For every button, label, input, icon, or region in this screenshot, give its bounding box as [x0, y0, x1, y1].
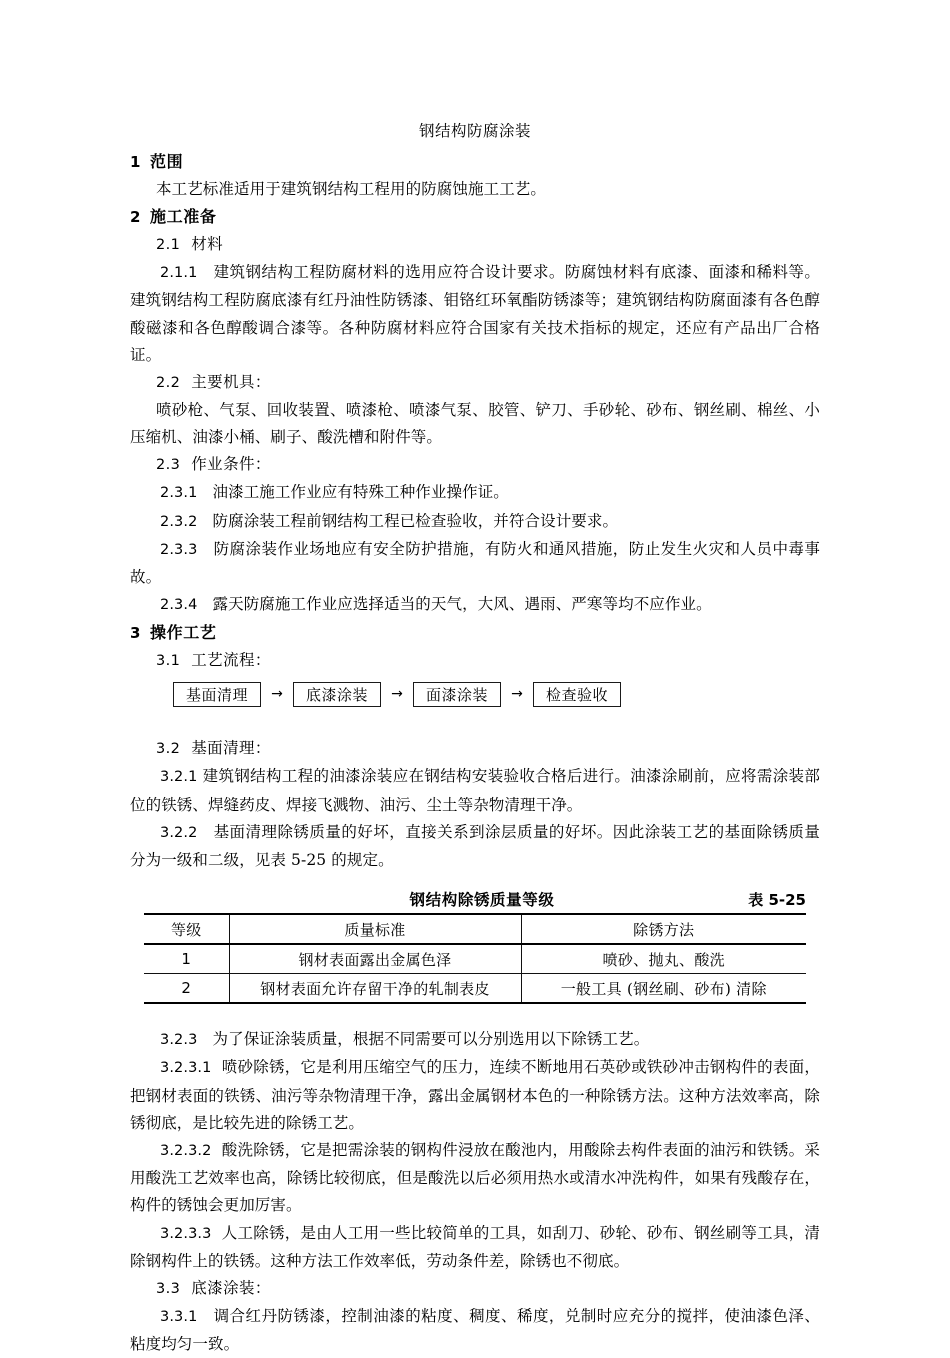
heading-3-3	[130, 1275, 820, 1303]
clause-number-3-3-1: 3.3.1	[160, 1309, 198, 1326]
clause-number-3-2-3-1: 3.2.3.1	[160, 1060, 212, 1077]
clause-number-2-3-2: 2.3.2	[160, 513, 198, 530]
paragraph-3-2-3-2	[130, 1137, 820, 1220]
paragraph-3-2-1	[130, 763, 820, 818]
clause-number-2-3-1: 2.3.1	[160, 485, 198, 502]
heading-text-3-1: 工艺流程：	[191, 651, 271, 670]
flow-arrow-1-icon: →	[271, 686, 283, 703]
heading-text-2: 施工准备	[150, 207, 217, 227]
heading-text-3-2: 基面清理：	[191, 739, 271, 758]
paragraph-2-1-1	[130, 259, 820, 369]
clause-text-3-3-1: 调合红丹防锈漆，控制油漆的粘度、稠度、稀度，兑制时应充分的搅拌，使油漆色泽、粘度均匀一致。	[130, 1307, 820, 1354]
table-number: 表 5-25	[748, 891, 806, 910]
clause-text-3-2-3-1: 喷砂除锈，它是利用压缩空气的压力，连续不断地用石英砂或铁砂冲击钢构件的表面，把钢材表面的铁锈、油污等杂物清理干净，露出金属钢材本色的一种除锈方法。这种方法效率高，除锈彻底，是比较先进的除锈工艺。	[130, 1058, 820, 1132]
table-row	[144, 974, 806, 1004]
clause-text-2-3-3: 防腐涂装作业场地应有安全防护措施，有防火和通风措施，防止发生火灾和人员中毒事故。	[130, 539, 820, 587]
flow-step-1	[173, 682, 261, 707]
clause-number-3-2-2: 3.2.2	[160, 824, 198, 841]
heading-text-2-3: 作业条件：	[191, 455, 271, 474]
heading-number-3-1: 3.1	[156, 653, 181, 670]
table-header-grade: 等级	[144, 914, 229, 944]
flow-step-3-label: 面漆涂装	[425, 685, 488, 704]
rust-removal-grade-table	[144, 913, 806, 1004]
heading-number-3: 3	[130, 624, 142, 643]
heading-number-3-2: 3.2	[156, 741, 181, 758]
heading-number-2-1: 2.1	[156, 237, 181, 254]
table-cell-quality-standard: 钢材表面露出金属色泽	[229, 944, 521, 974]
clause-text-2-1-1: 建筑钢结构工程防腐材料的选用应符合设计要求。防腐蚀材料有底漆、面漆和稀料等。建筑钢结构工程防腐底漆有红丹油性防锈漆、钼铬红环氧酯防锈漆等；建筑钢结构防腐面漆有各色醇酸磁漆和各色醇酸调合漆等。各种防腐材料应符合国家有关技术指标的规定，还应有产品出厂合格证。	[130, 263, 820, 364]
heading-3-1	[130, 647, 820, 675]
flow-step-1-label: 基面清理	[185, 685, 248, 704]
heading-number-2-3: 2.3	[156, 457, 181, 474]
table-caption-row	[130, 888, 820, 910]
table-header-rust-removal-method: 除锈方法	[521, 914, 806, 944]
flow-step-2	[293, 682, 381, 707]
table-row	[144, 944, 806, 974]
table-header-quality-standard: 质量标准	[229, 914, 521, 944]
heading-text-2-2: 主要机具：	[191, 373, 271, 392]
heading-section-1	[130, 148, 820, 176]
flow-step-4	[533, 682, 621, 707]
paragraph-2-3-3	[130, 536, 820, 591]
process-flowchart	[130, 677, 820, 711]
paragraph-3-3-1	[130, 1303, 820, 1358]
heading-text-2-1: 材料	[191, 235, 224, 254]
heading-number-2: 2	[130, 208, 142, 227]
table-header-row	[144, 914, 806, 944]
clause-number-3-2-3-3: 3.2.3.3	[160, 1225, 212, 1242]
table-caption: 钢结构除锈质量等级	[409, 890, 555, 910]
clause-number-2-1-1: 2.1.1	[160, 265, 198, 282]
document-title: 钢结构防腐涂装	[418, 122, 531, 140]
clause-text-3-2-1: 建筑钢结构工程的油漆涂装应在钢结构安装验收合格后进行。油漆涂刷前，应将需涂装部位的铁锈、焊缝药皮、焊接飞溅物、油污、尘土等杂物清理干净。	[130, 767, 820, 814]
heading-2-2	[130, 369, 820, 397]
heading-number-1: 1	[130, 153, 142, 171]
paragraph-2-3-1	[130, 479, 820, 507]
heading-text-1: 范围	[150, 152, 184, 171]
clause-number-2-3-4: 2.3.4	[160, 597, 198, 614]
clause-number-3-2-3: 3.2.3	[160, 1032, 198, 1049]
heading-number-2-2: 2.2	[156, 375, 181, 392]
heading-text-3-3: 底漆涂装：	[191, 1279, 271, 1298]
paragraph-3-2-2	[130, 819, 820, 874]
table-cell-quality-standard: 钢材表面允许存留干净的轧制表皮	[229, 974, 521, 1004]
heading-number-3-3: 3.3	[156, 1281, 181, 1298]
flow-step-3	[413, 682, 501, 707]
paragraph-3-2-3-1	[130, 1054, 820, 1137]
paragraph-2-3-4	[130, 591, 820, 619]
clause-text-3-2-3-2: 酸洗除锈，它是把需涂装的钢构件浸放在酸池内，用酸除去构件表面的油污和铁锈。采用酸洗工艺效率也高，除锈比较彻底，但是酸洗以后必须用热水或清水冲洗构件，如果有残酸存在，构件的锈蚀会更加厉害。	[130, 1141, 820, 1215]
table-cell-rust-removal-method: 喷砂、抛丸、酸洗	[521, 944, 806, 974]
clause-text-3-2-3: 为了保证涂装质量，根据不同需要可以分别选用以下除锈工艺。	[212, 1030, 650, 1049]
paragraph-2-2-body: 喷砂枪、气泵、回收装置、喷漆枪、喷漆气泵、胶管、铲刀、手砂轮、砂布、钢丝刷、棉丝、小压缩机、油漆小桶、刷子、酸洗槽和附件等。	[130, 401, 820, 447]
table-cell-grade: 1	[144, 944, 229, 974]
heading-section-3	[130, 619, 820, 647]
paragraph-3-2-3-3	[130, 1220, 820, 1275]
paragraph-3-2-3	[130, 1026, 820, 1054]
flow-arrow-2-icon: →	[391, 686, 403, 703]
heading-3-2	[130, 735, 820, 763]
table-cell-rust-removal-method: 一般工具 (钢丝刷、砂布) 清除	[521, 974, 806, 1004]
heading-text-3: 操作工艺	[150, 623, 217, 643]
table-bottom-spacer	[130, 1004, 820, 1026]
heading-section-2	[130, 203, 820, 231]
clause-text-3-2-2: 基面清理除锈质量的好坏，直接关系到涂层质量的好坏。因此涂装工艺的基面除锈质量分为一级和二级，见表 5-25 的规定。	[130, 822, 820, 870]
clause-number-3-2-1: 3.2.1	[160, 769, 198, 786]
table-cell-grade: 2	[144, 974, 229, 1004]
clause-text-2-3-4: 露天防腐施工作业应选择适当的天气，大风、遇雨、严寒等均不应作业。	[212, 595, 712, 614]
heading-2-3	[130, 451, 820, 479]
heading-2-1	[130, 231, 820, 259]
flow-arrow-3-icon: →	[511, 686, 523, 703]
flowchart-spacer	[130, 711, 820, 735]
flow-step-2-label: 底漆涂装	[305, 685, 368, 704]
clause-text-2-3-2: 防腐涂装工程前钢结构工程已检查验收，并符合设计要求。	[212, 511, 619, 530]
flow-step-4-label: 检查验收	[545, 685, 608, 704]
clause-text-2-3-1: 油漆工施工作业应有特殊工种作业操作证。	[212, 483, 509, 502]
clause-number-3-2-3-2: 3.2.3.2	[160, 1143, 212, 1160]
clause-text-3-2-3-3: 人工除锈，是由人工用一些比较简单的工具，如刮刀、砂轮、砂布、钢丝刷等工具，清除钢构件上的铁锈。这种方法工作效率低，劳动条件差，除锈也不彻底。	[130, 1223, 820, 1270]
paragraph-2-3-2	[130, 508, 820, 536]
clause-number-2-3-3: 2.3.3	[160, 541, 198, 558]
paragraph-1-body: 本工艺标准适用于建筑钢结构工程用的防腐蚀施工工艺。	[156, 180, 547, 198]
